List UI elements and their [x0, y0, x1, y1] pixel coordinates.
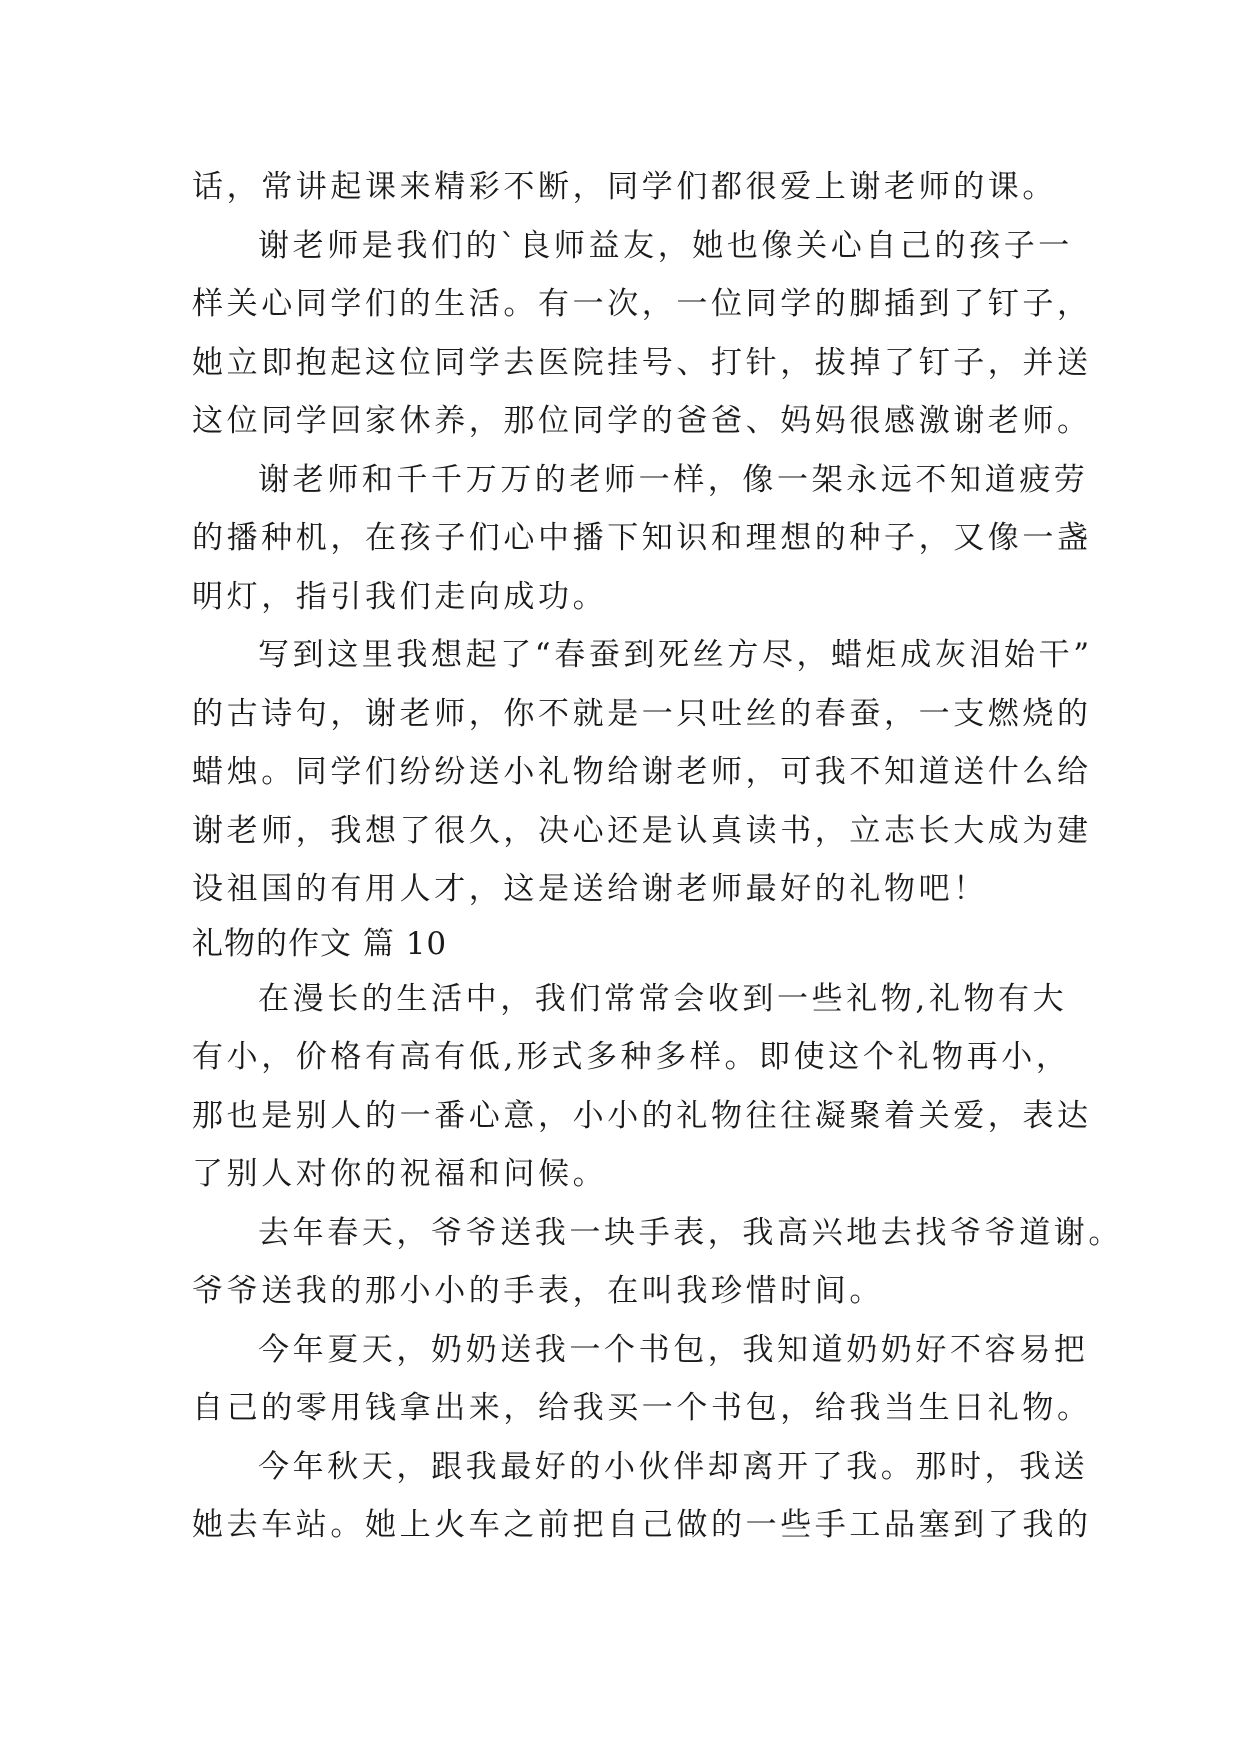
text-line: 样关心同学们的生活。有一次，一位同学的脚插到了钉子， [192, 286, 1092, 322]
text-line: 明灯，指引我们走向成功。 [192, 578, 608, 615]
text-line: 自己的零用钱拿出来，给我买一个书包，给我当生日礼物。 [192, 1390, 1092, 1426]
essay-section-previous [192, 158, 1093, 919]
text-line: 今年夏天，奶奶送我一个书包，我知道奶奶好不容易把 [258, 1331, 1089, 1368]
text-line: 爷爷送我的那小小的手表，在叫我珍惜时间。 [192, 1273, 884, 1309]
text-line: 谢老师，我想了很久，决心还是认真读书，立志长大成为建 [192, 812, 1092, 849]
text-line: 的古诗句，谢老师，你不就是一只吐丝的春蚕，一支燃烧的 [192, 695, 1092, 732]
section-title: 礼物的作文 篇 10 [192, 925, 448, 962]
text-line: 今年秋天，跟我最好的小伙伴却离开了我。那时，我送 [258, 1448, 1089, 1485]
text-line: 她立即抱起这位同学去医院挂号、打针，拔掉了钉子，并送 [192, 344, 1092, 381]
text-line: 的播种机，在孩子们心中播下知识和理想的种子，又像一盏 [192, 520, 1092, 556]
text-line: 写到这里我想起了“春蚕到死丝方尽，蜡炬成灰泪始干” [258, 637, 1093, 673]
text-line: 那也是别人的一番心意，小小的礼物往往凝聚着关爱，表达 [192, 1097, 1092, 1134]
text-line: 有小，价格有高有低,形式多种多样。即使这个礼物再小， [192, 1039, 1071, 1075]
text-line: 话，常讲起课来精彩不断，同学们都很爱上谢老师的课。 [192, 169, 1057, 205]
text-line: 设祖国的有用人才，这是送给谢老师最好的礼物吧！ [192, 871, 988, 907]
essay-section-10 [192, 970, 1123, 1555]
text-line: 去年春天，爷爷送我一块手表，我高兴地去找爷爷道谢。 [258, 1214, 1123, 1251]
text-line: 在漫长的生活中，我们常常会收到一些礼物,礼物有大 [258, 980, 1068, 1017]
text-line: 谢老师和千千万万的老师一样，像一架永远不知道疲劳 [258, 461, 1089, 498]
text-line: 谢老师是我们的`良师益友，她也像关心自己的孩子一 [258, 227, 1073, 264]
text-line: 了别人对你的祝福和问候。 [192, 1156, 608, 1192]
document-body [192, 158, 1123, 1555]
text-line: 这位同学回家休养，那位同学的爸爸、妈妈很感激谢老师。 [192, 403, 1092, 439]
text-line: 她去车站。她上火车之前把自己做的一些手工品塞到了我的 [192, 1507, 1092, 1543]
text-line: 蜡烛。同学们纷纷送小礼物给谢老师，可我不知道送什么给 [192, 754, 1092, 790]
